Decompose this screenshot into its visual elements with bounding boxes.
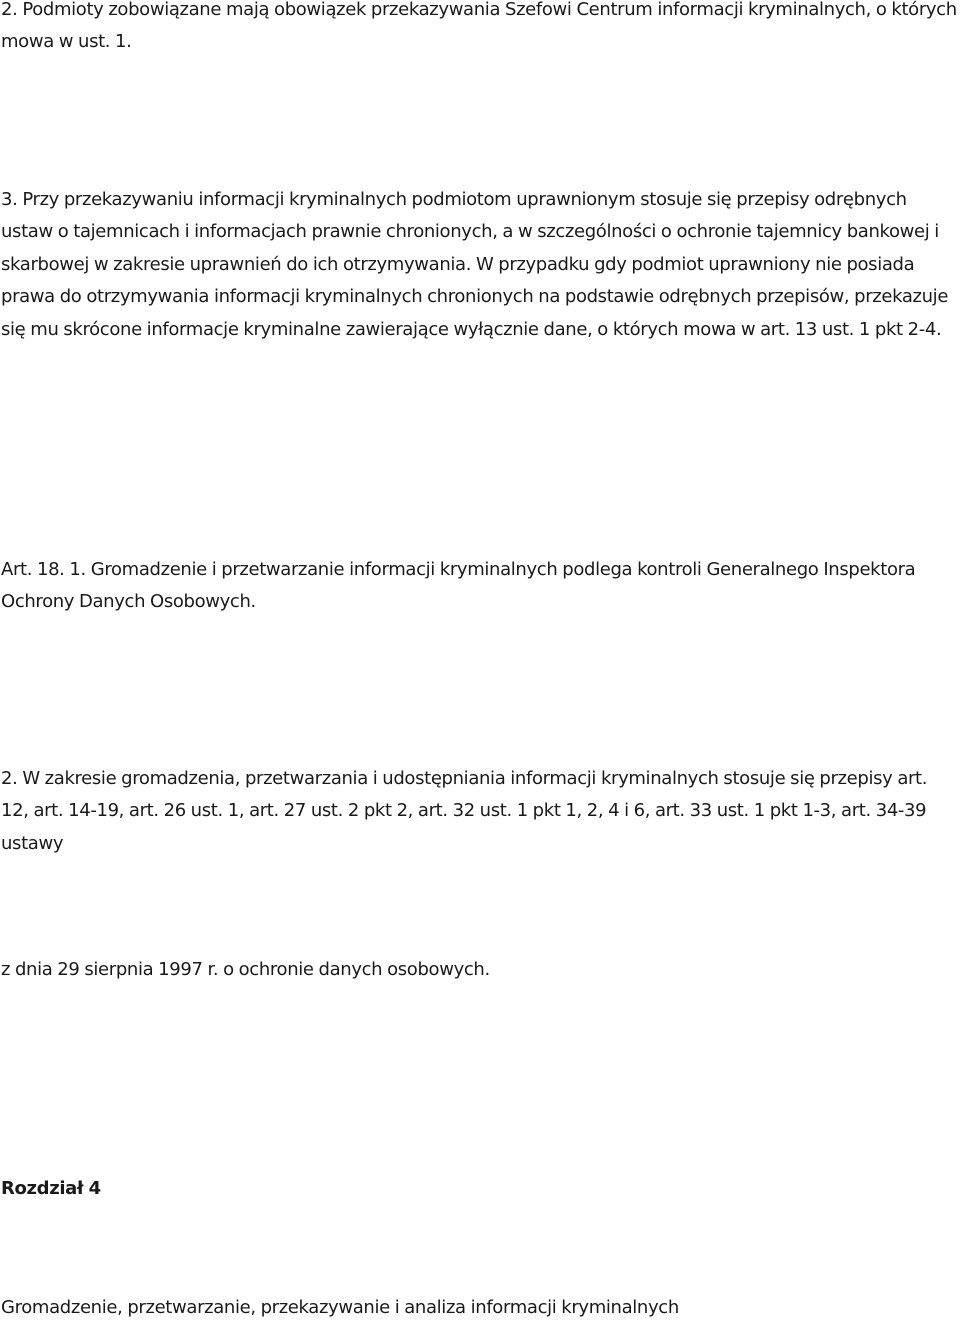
paragraph-act-date: z dnia 29 sierpnia 1997 r. o ochronie danych osobowych. — [1, 959, 490, 980]
paragraph-article-18-2: 2. W zakresie gromadzenia, przetwarzania i udostępniania informacji kryminalnych stosuje się przepisy art. 12, art. 14-19, art. 26 ust. 1, art. 27 ust. 2 pkt 2, art. 32 ust. 1 pkt 1, 2, 4 i 6, art. 33 ust. 1 pkt 1-3, art. 34-39 ustawy — [1, 768, 928, 854]
chapter-heading: Rozdział 4 — [1, 1178, 101, 1199]
paragraph-transfer-rules: 3. Przy przekazywaniu informacji kryminalnych podmiotom uprawnionym stosuje się przepisy odrębnych ustaw o tajemnicach i informacjach prawnie chronionych, a w szczególności o ochronie tajemnicy bankowej i skarbowej w zakresie uprawnień do ich otrzymywania. W przypadku gdy podmiot uprawniony nie posiada prawa do otrzymywania informacji kryminalnych chronionych na podstawie odrębnych przepisów, przekazuje się mu skrócone informacje kryminalne zawierające wyłącznie dane, o których mowa w art. 13 ust. 1 pkt 2-4. — [1, 189, 949, 340]
paragraph-article-18-1: Art. 18. 1. Gromadzenie i przetwarzanie informacji kryminalnych podlega kontroli Generalnego Inspektora Ochrony Danych Osobowych. — [1, 559, 916, 613]
paragraph-obligation: 2. Podmioty zobowiązane mają obowiązek przekazywania Szefowi Centrum informacji kryminalnych, o których mowa w ust. 1. — [1, 0, 957, 53]
chapter-title: Gromadzenie, przetwarzanie, przekazywanie i analiza informacji kryminalnych — [1, 1297, 679, 1318]
